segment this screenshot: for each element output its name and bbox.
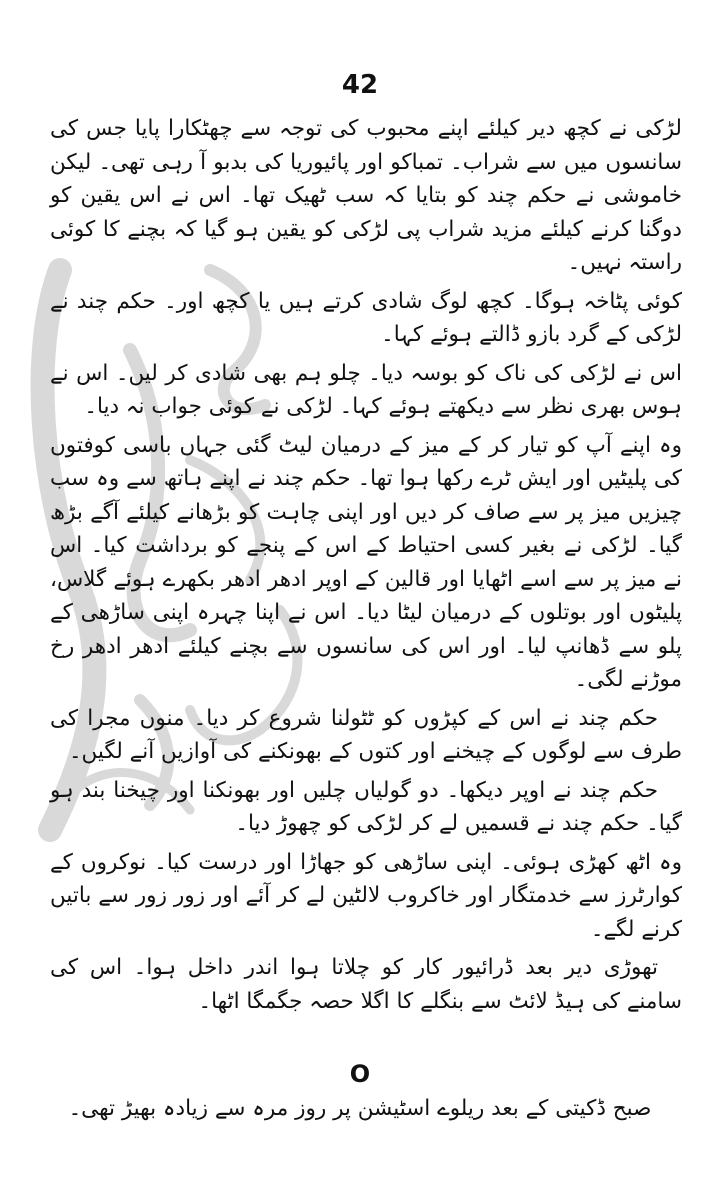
paragraph-5: حکم چند نے اس کے کپڑوں کو ٹٹولنا شروع کر دیا۔ منوں مجرا کی طرف سے لوگوں کے چیخنے اور کتوں کے بھونکنے کی آوازیں آنے لگیں۔ (50, 705, 682, 764)
paragraph-8: تھوڑی دیر بعد ڈرائیور کار کو چلاتا ہوا اندر داخل ہوا۔ اس کی سامنے کی ہیڈ لائٹ سے بنگلے کا اگلا حصہ جگمگا اٹھا۔ (50, 955, 682, 1014)
chapter-body (50, 112, 682, 1023)
paragraph-7: وہ اٹھ کھڑی ہوئی۔ اپنی ساڑھی کو جھاڑا اور درست کیا۔ نوکروں کے کوارٹرز سے خدمتگار اور خاکروب لالٹین لے کر آئے اور زور زور سے باتیں کرنے لگے۔ (50, 849, 682, 942)
scene-break-symbol: O (349, 1060, 371, 1088)
paragraph-2: کوئی پٹاخہ ہوگا۔ کچھ لوگ شادی کرتے ہیں یا کچھ اور۔ حکم چند نے لڑکی کے گرد بازو ڈالتے ہوئے کہا۔ (50, 288, 682, 347)
paragraph-4: وہ اپنے آپ کو تیار کر کے میز کے درمیان لیٹ گئی جہاں باسی کوفتوں کی پلیٹیں اور ایش ٹرے رکھا ہوا تھا۔ حکم چند نے اپنے ہاتھ سے وہ سب چیزیں میز پر سے صاف کر دیں اور اپنی چاہت کو بڑھانے کیلئے آگے بڑھ گیا۔ لڑکی نے بغیر کسی احتیاط کے اس کے پنجے کو برداشت کیا۔ اس نے میز پر سے اسے اٹھایا اور قالین کے اوپر ادھر ادھر بکھرے ہوئے گلاس، پلیٹوں اور بوتلوں کے درمیان لیٹا دیا۔ اس نے اپنا چہرہ اپنی ساڑھی کے پلو سے ڈھانپ لیا۔ اور اس کی سانسوں سے بچنے کیلئے ادھر ادھر رخ موڑنے لگی۔ (50, 432, 682, 692)
paragraph-3: اس نے لڑکی کی ناک کو بوسہ دیا۔ چلو ہم بھی شادی کر لیں۔ اس نے ہوس بھری نظر سے دیکھتے ہوئے کہا۔ لڑکی نے کوئی جواب نہ دیا۔ (50, 360, 682, 419)
closing-line: صبح ڈکیتی کے بعد ریلوے اسٹیشن پر روز مرہ سے زیادہ بھیڑ تھی۔ (68, 1096, 652, 1121)
paragraph-6: حکم چند نے اوپر دیکھا۔ دو گولیاں چلیں اور بھونکنا اور چیخنا بند ہو گیا۔ حکم چند نے قسمیں لے کر لڑکی کو چھوڑ دیا۔ (50, 777, 682, 836)
paragraph-1: لڑکی نے کچھ دیر کیلئے اپنے محبوب کی توجہ سے چھٹکارا پایا جس کی سانسوں میں سے شراب۔ تمباکو اور پائیوریا کی بدبو آ رہی تھی۔ لیکن خاموشی نے حکم چند کو بتایا کہ سب ٹھیک تھا۔ اس نے اس یقین کو دوگنا کرنے کیلئے مزید شراب پی لڑکی کو یقین ہو گیا کہ بچنے کا کوئی راستہ نہیں۔ (50, 116, 682, 275)
page-number: 42 (341, 70, 379, 100)
